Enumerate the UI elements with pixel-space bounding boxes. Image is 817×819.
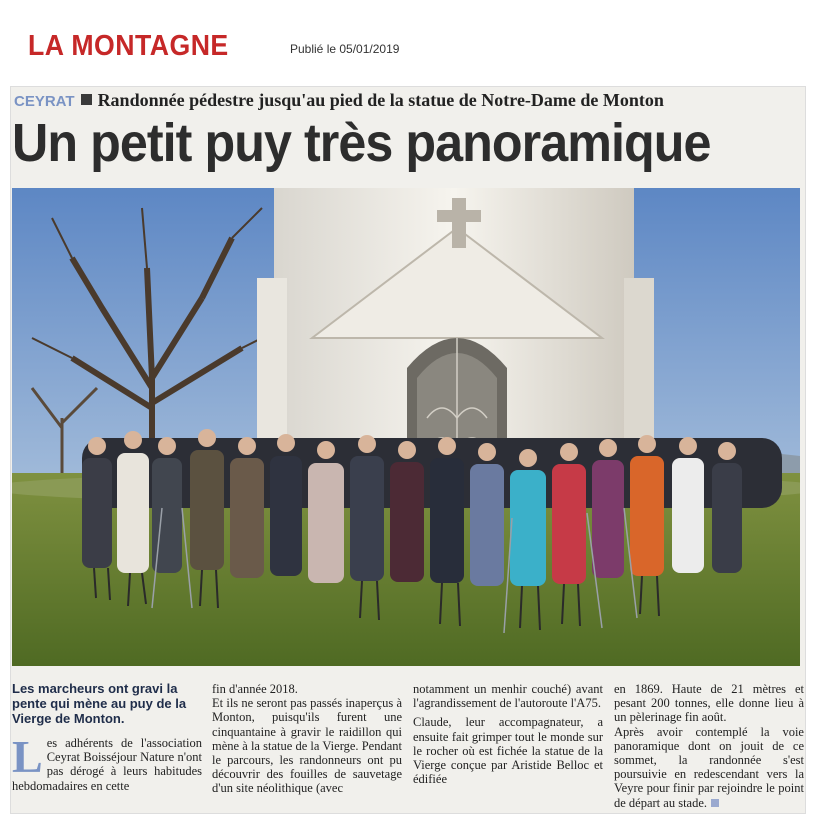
article-column-4: [614, 682, 804, 810]
newspaper-masthead: LA MONTAGNE: [28, 30, 229, 62]
kicker-text: Randonnée pédestre jusqu'au pied de la statue de Notre-Dame de Monton: [97, 90, 664, 110]
square-bullet-icon: [81, 94, 92, 105]
paragraph: notamment un menhir couché) avant l'agrandissement de l'autoroute l'A75.: [413, 682, 603, 711]
article-column-3: [413, 682, 603, 786]
drop-cap: L: [12, 731, 43, 782]
group-photo-illustration: [12, 188, 800, 666]
photo-caption: Les marcheurs ont gravi la pente qui mène au puy de la Vierge de Monton.: [12, 681, 187, 726]
paragraph: fin d'année 2018.: [212, 682, 298, 696]
publication-date: Publié le 05/01/2019: [290, 42, 400, 56]
newspaper-clipping: [10, 86, 806, 814]
article-column-2: [212, 682, 402, 796]
paragraph: es adhérents de l'association Ceyrat Boisséjour Nature n'ont pas dérogé à leurs habitudes hebdomadaires en cette: [12, 736, 202, 793]
article-location: CEYRAT: [14, 93, 75, 110]
article-photo: [12, 188, 800, 666]
paragraph: [614, 725, 804, 810]
article-column-1: [12, 731, 202, 793]
paragraph: Et ils ne seront pas passés inaperçus à Monton, puisqu'ils furent une cinquantaine à gravir le raidillon qui mène à la statue de la Vierge. Pendant le parcours, les randonneurs ont pu découvrir des fouilles de sauvetage d'un site néolithique (avec: [212, 696, 402, 796]
end-mark-icon: [711, 799, 719, 807]
article-kicker: [14, 90, 804, 111]
paragraph: Claude, leur accompagnateur, a ensuite fait grimper tout le monde sur le rocher où est fichée la statue de la Vierge conçue par Aristide Belloc et édifiée: [413, 715, 603, 787]
article-headline: Un petit puy très panoramique: [12, 113, 711, 173]
paragraph-text: Après avoir contemplé la voie panoramique dont on jouit de ce sommet, la randonnée s'est poursuivie en redescendant vers la Veyre pour finir par rejoindre le point de départ au stade.: [614, 724, 804, 810]
paragraph: en 1869. Haute de 21 mètres et pesant 200 tonnes, elle donne lieu à un pèlerinage fin août.: [614, 682, 804, 725]
